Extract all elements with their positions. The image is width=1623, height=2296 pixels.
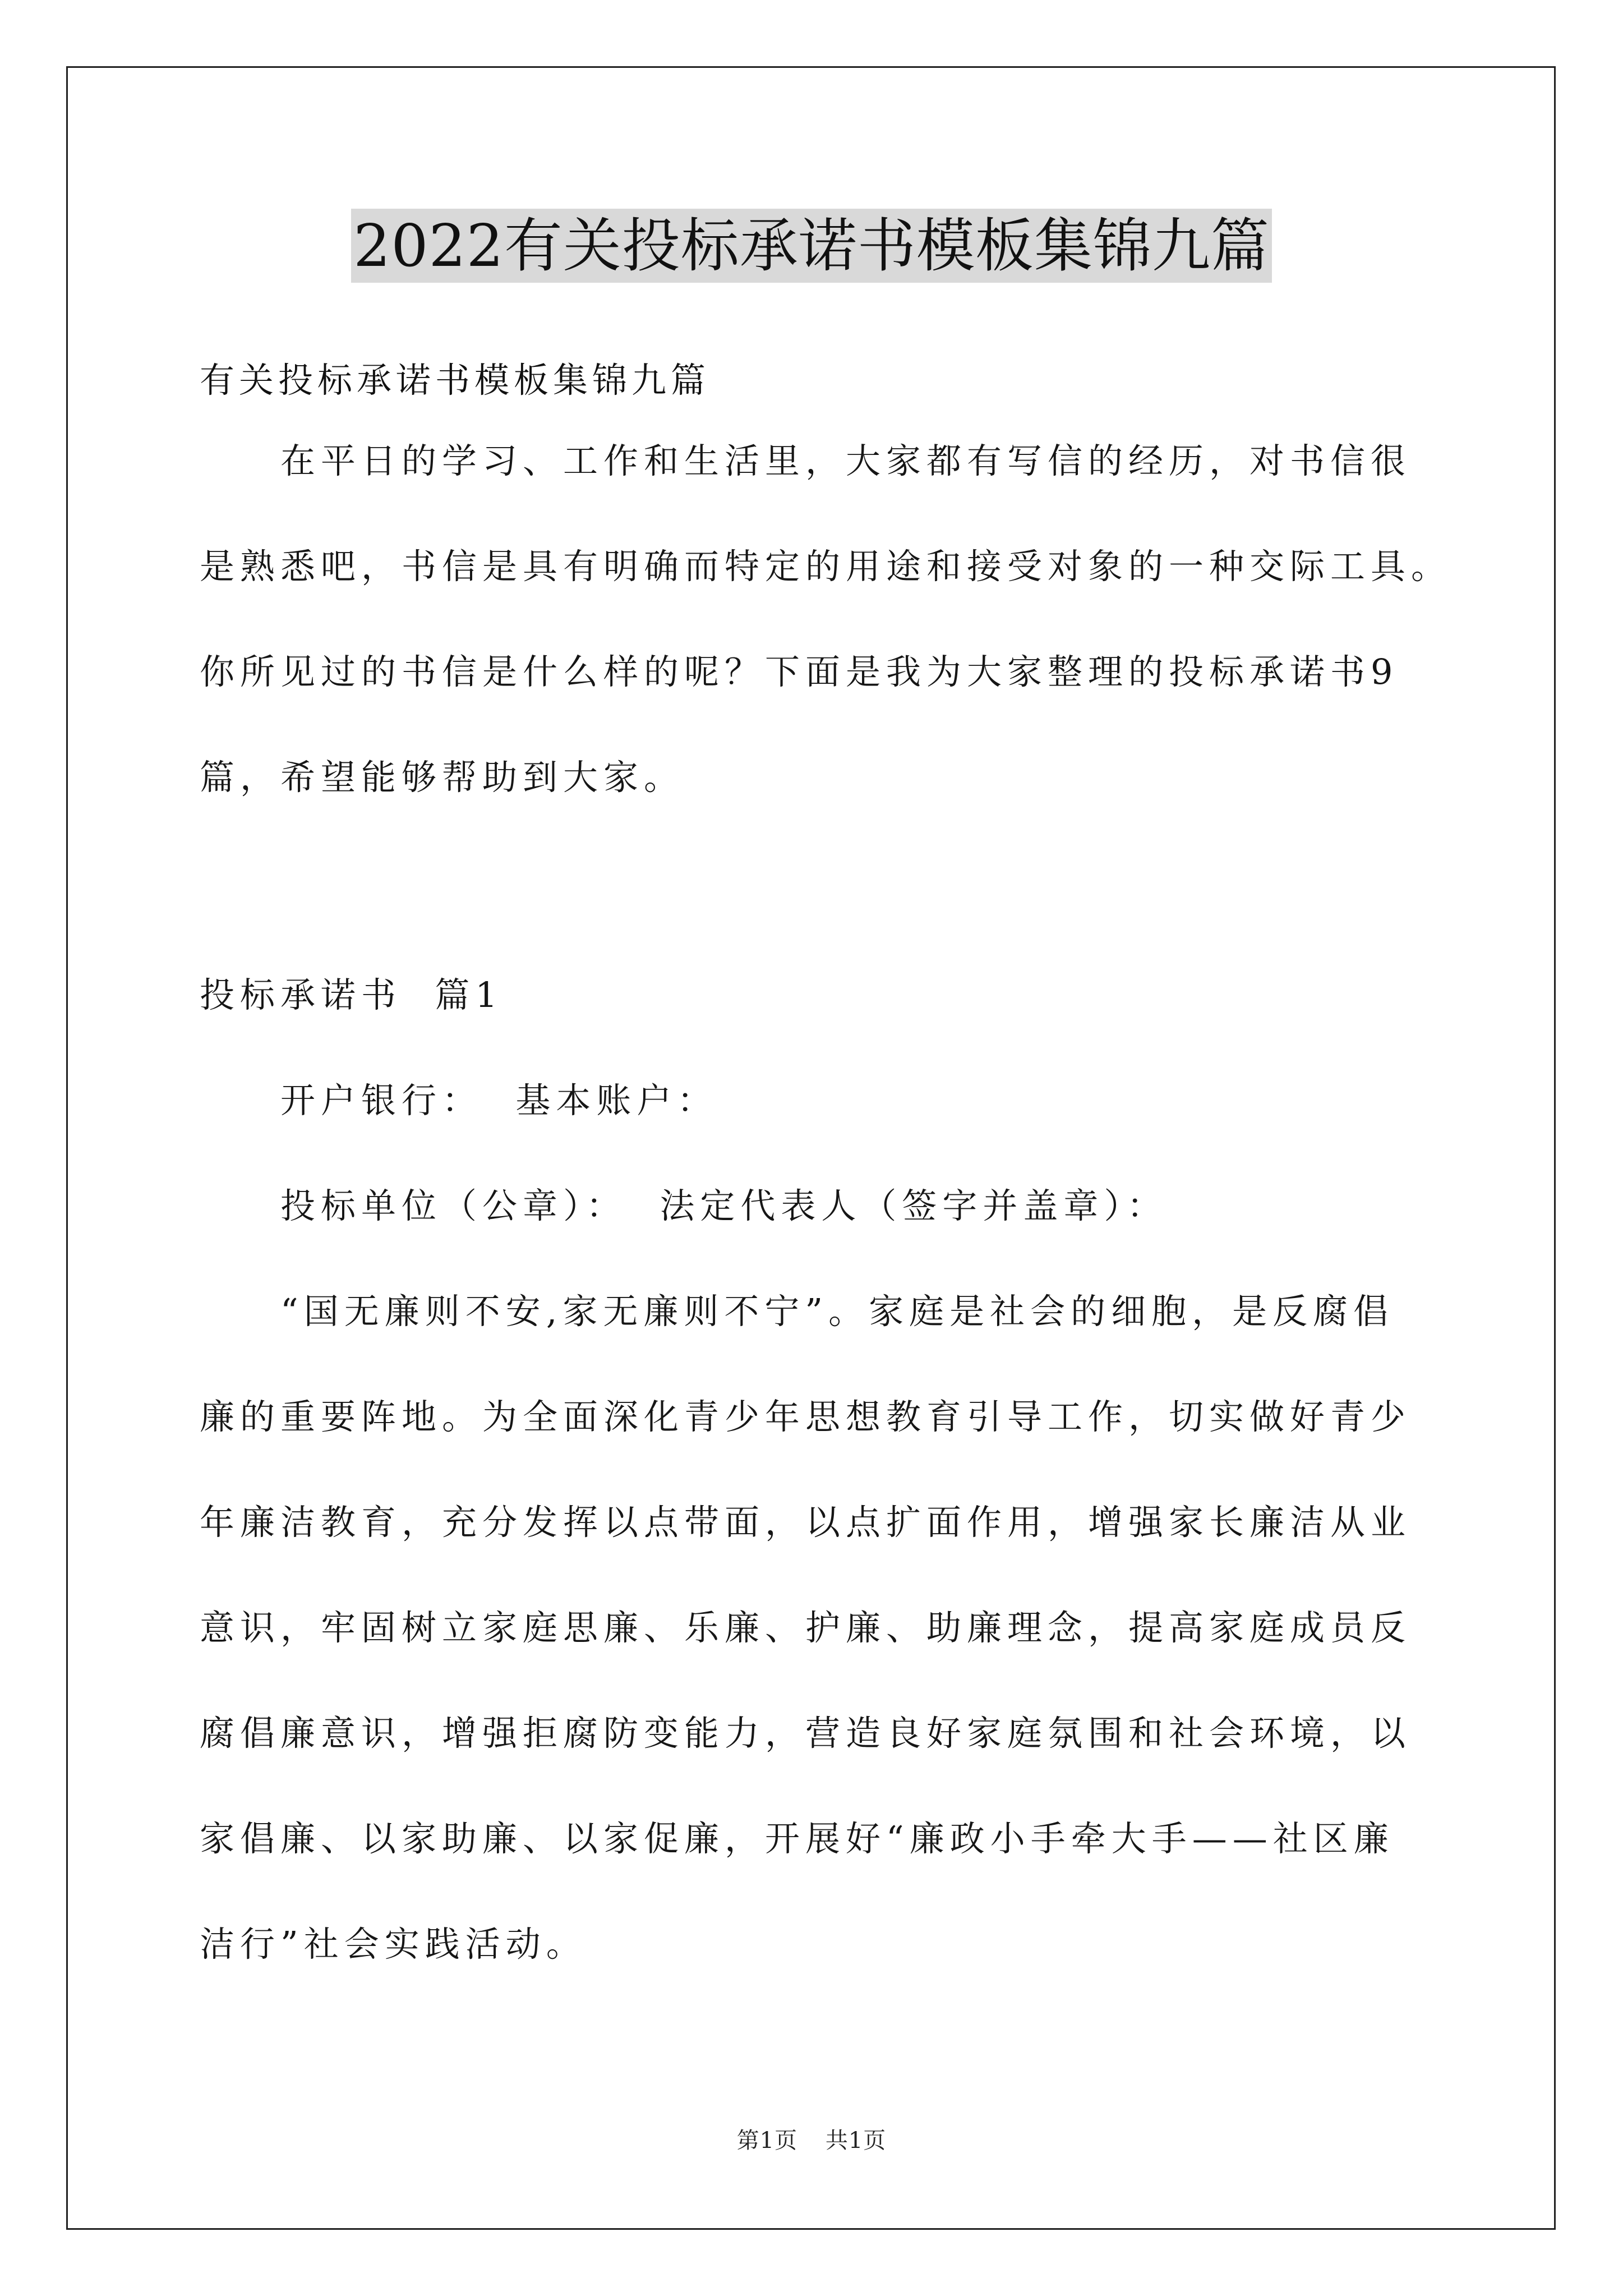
intro-line: 在平日的学习、工作和生活里，大家都有写信的经历，对书信很 [280,440,1412,481]
body-line: “国无廉则不安,家无廉则不宁”。家庭是社会的细胞，是反腐倡 [280,1291,1394,1332]
section-1 [200,967,1439,2022]
body-line: 意识，牢固树立家庭思廉、乐廉、护廉、助廉理念，提高家庭成员反 [200,1607,1412,1648]
page-footer [0,2123,1623,2155]
bank-line: 开户银行： 基本账户： [280,1080,718,1121]
body-line: 年廉洁教育，充分发挥以点带面，以点扩面作用，增强家长廉洁从业 [200,1502,1412,1543]
body-line: 家倡廉、以家助廉、以家促廉，开展好“廉政小手牵大手——社区廉 [200,1818,1394,1859]
intro-paragraph [200,433,1452,855]
page-number: 第1页 [736,2128,798,2154]
document-subtitle: 有关投标承诺书模板集锦九篇 [200,360,711,401]
body-line: 廉的重要阵地。为全面深化青少年思想教育引导工作，切实做好青少 [200,1396,1412,1437]
document-title: 2022有关投标承诺书模板集锦九篇 [351,209,1272,283]
intro-line: 是熟悉吧，书信是具有明确而特定的用途和接受对象的一种交际工具。 [200,546,1452,587]
body-line: 腐倡廉意识，增强拒腐防变能力，营造良好家庭氛围和社会环境，以 [200,1713,1412,1754]
intro-line: 篇，希望能够帮助到大家。 [200,757,685,798]
section-heading: 投标承诺书 篇1 [200,974,503,1015]
title-container [0,209,1623,283]
unit-line: 投标单位（公章）： 法定代表人（签字并盖章）： [280,1185,1168,1226]
page-total: 共1页 [825,2128,887,2154]
body-line: 洁行”社会实践活动。 [200,1924,587,1964]
intro-line: 你所见过的书信是什么样的呢？下面是我为大家整理的投标承诺书9 [200,651,1399,692]
